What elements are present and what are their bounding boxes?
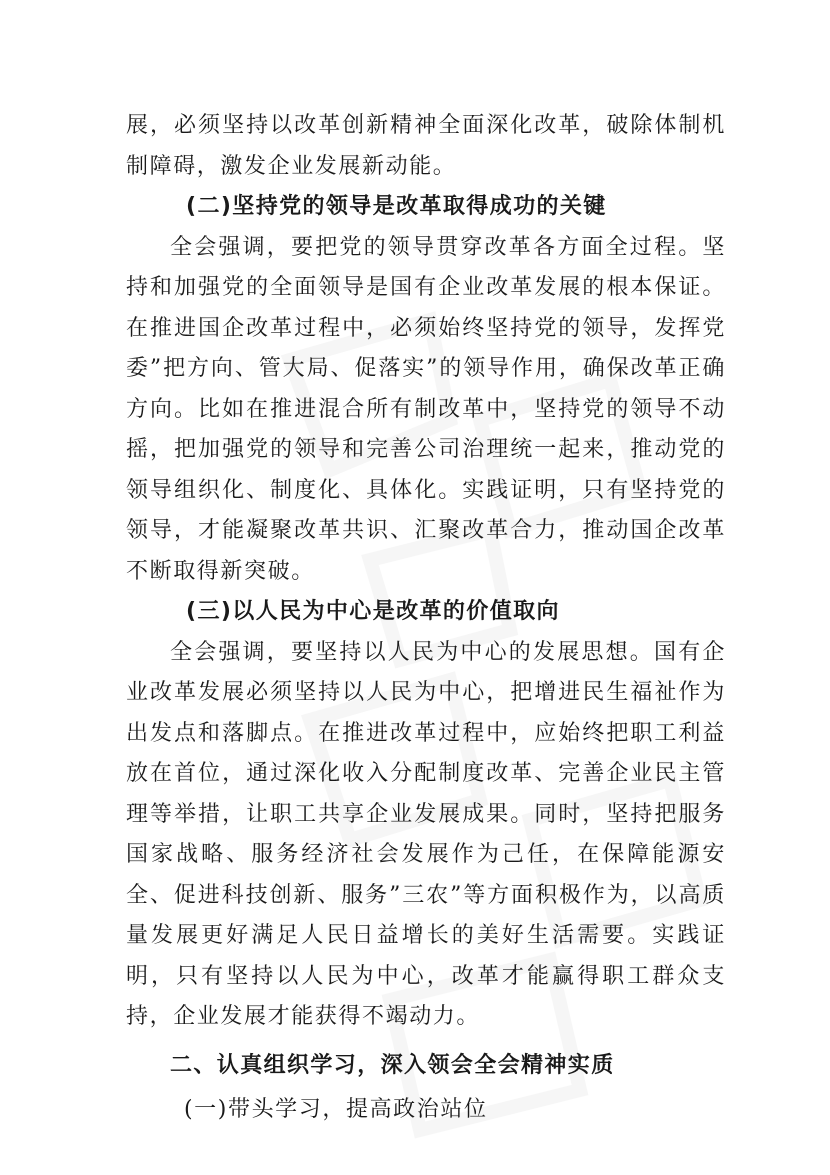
paragraph-continuation: 展，必须坚持以改革创新精神全面深化改革，破除体制机制障碍，激发企业发展新动能。 xyxy=(126,113,726,179)
subheading-party-leadership: (二)坚持党的领导是改革取得成功的关键 xyxy=(186,194,607,219)
subheading-lead-study: (一)带头学习，提高政治站位 xyxy=(184,1097,488,1122)
subheading-people-centered: (三)以人民为中心是改革的价值取向 xyxy=(186,599,560,624)
document-body xyxy=(126,106,726,1131)
paragraph-party-leadership: 全会强调，要把党的领导贯穿改革各方面全过程。坚持和加强党的全面领导是国有企业改革发展的根本保证。在推进国企改革过程中，必须始终坚持党的领导，发挥党委”把方向、管大局、促落实”的领导作用，确保改革正确方向。比如在推进混合所有制改革中，坚持党的领导不动摇，把加强党的领导和完善公司治理统一起来，推动党的领导组织化、制度化、具体化。实践证明，只有坚持党的领导，才能凝聚改革共识、汇聚改革合力，推动国企改革不断取得新突破。 xyxy=(126,234,726,584)
paragraph-people-centered: 全会强调，要坚持以人民为中心的发展思想。国有企业改革发展必须坚持以人民为中心，把增进民生福祉作为出发点和落脚点。在推进改革过程中，应始终把职工利益放在首位，通过深化收入分配制度改革、完善企业民主管理等举措，让职工共享企业发展成果。同时，坚持把服务国家战略、服务经济社会发展作为己任，在保障能源安全、促进科技创新、服务”三农”等方面积极作为，以高质量发展更好满足人民日益增长的美好生活需要。实践证明，只有坚持以人民为中心，改革才能赢得职工群众支持，企业发展才能获得不竭动力。 xyxy=(126,639,726,1029)
section-heading-study: 二、认真组织学习，深入领会全会精神实质 xyxy=(170,1052,615,1078)
